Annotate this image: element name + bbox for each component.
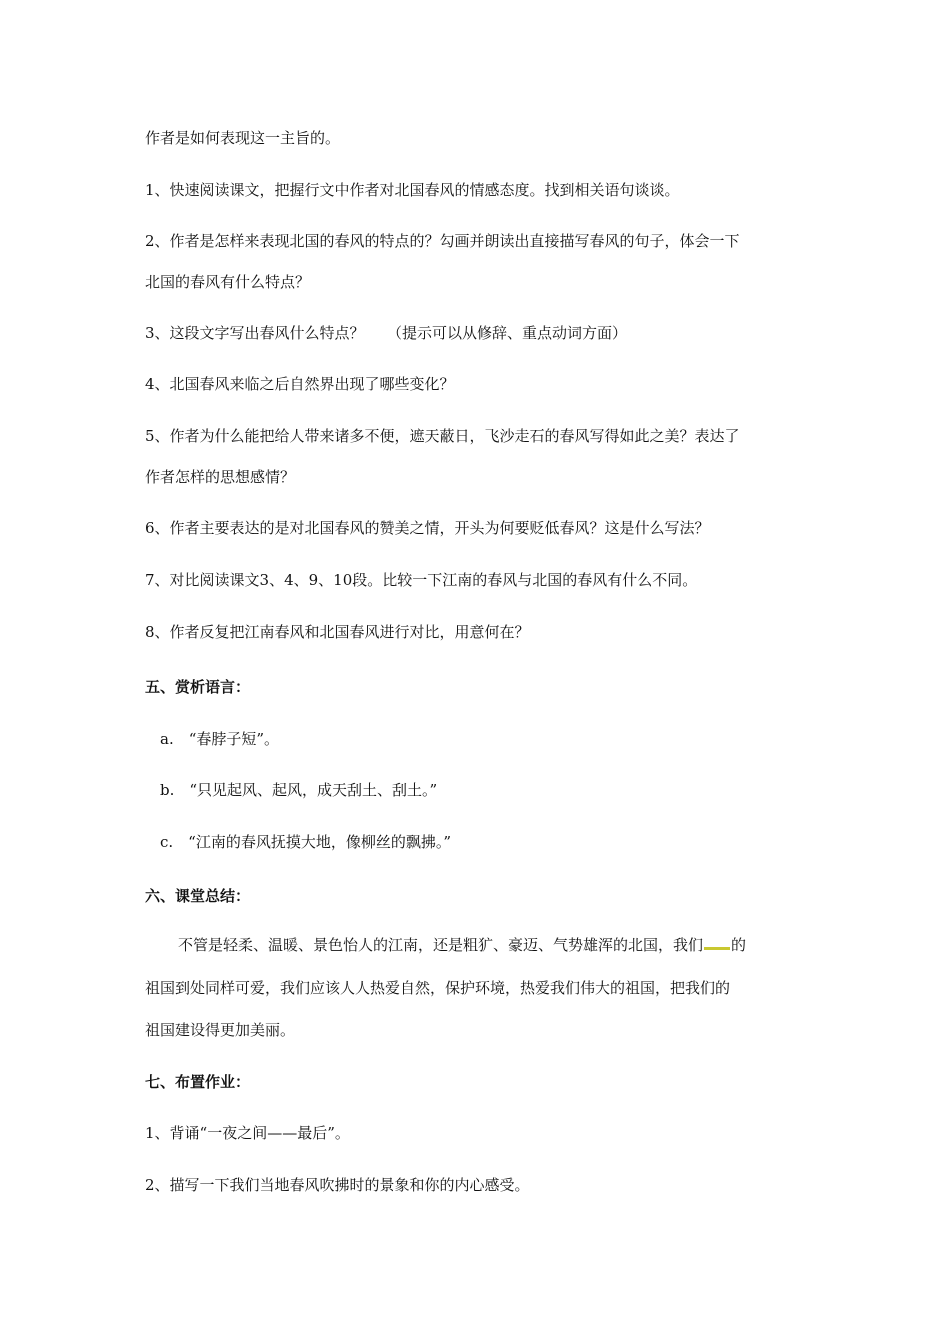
summary-line-1 [178,935,746,955]
homework-1: 1、背诵“一夜之间——最后”。 [145,1124,350,1142]
section-5-item-b: b. “只见起风、起风，成天刮土、刮土。” [160,781,438,799]
question-7: 7、对比阅读课文3、4、9、10段。比较一下江南的春风与北国的春风有什么不同。 [145,571,698,589]
question-1: 1、快速阅读课文，把握行文中作者对北国春风的情感态度。找到相关语句谈谈。 [145,181,680,199]
question-8: 8、作者反复把江南春风和北国春风进行对比，用意何在？ [145,623,530,641]
intro-line: 作者是如何表现这一主旨的。 [145,129,341,147]
question-5-line2: 作者怎样的思想感情？ [145,468,296,486]
summary-line-1-end: 的 [731,936,747,954]
section-7-heading: 七、布置作业： [145,1073,251,1091]
question-2-line2: 北国的春风有什么特点？ [145,273,311,291]
summary-line-3: 祖国建设得更加美丽。 [145,1021,296,1039]
question-6: 6、作者主要表达的是对北国春风的赞美之情，开头为何要贬低春风？这是什么写法？ [145,519,710,537]
section-5-item-a: a. “春脖子短”。 [160,730,280,748]
question-3: 3、这段文字写出春风什么特点？ （提示可以从修辞、重点动词方面） [145,324,628,342]
summary-line-1-text: 不管是轻柔、温暖、景色怡人的江南，还是粗犷、豪迈、气势雄浑的北国，我们 [178,936,704,954]
question-5-line1: 5、作者为什么能把给人带来诸多不便，遮天蔽日，飞沙走石的春风写得如此之美？表达了 [145,427,740,445]
question-2-line1: 2、作者是怎样来表现北国的春风的特点的？勾画并朗读出直接描写春风的句子，体会一下 [145,232,740,250]
question-4: 4、北国春风来临之后自然界出现了哪些变化？ [145,375,455,393]
section-5-heading: 五、赏析语言： [145,678,251,696]
highlight-mark [704,947,730,950]
homework-2: 2、描写一下我们当地春风吹拂时的景象和你的内心感受。 [145,1176,530,1194]
section-5-item-c: c. “江南的春风抚摸大地，像柳丝的飘拂。” [160,833,452,851]
summary-line-2: 祖国到处同样可爱，我们应该人人热爱自然，保护环境，热爱我们伟大的祖国，把我们的 [145,979,731,997]
section-6-heading: 六、课堂总结： [145,887,251,905]
